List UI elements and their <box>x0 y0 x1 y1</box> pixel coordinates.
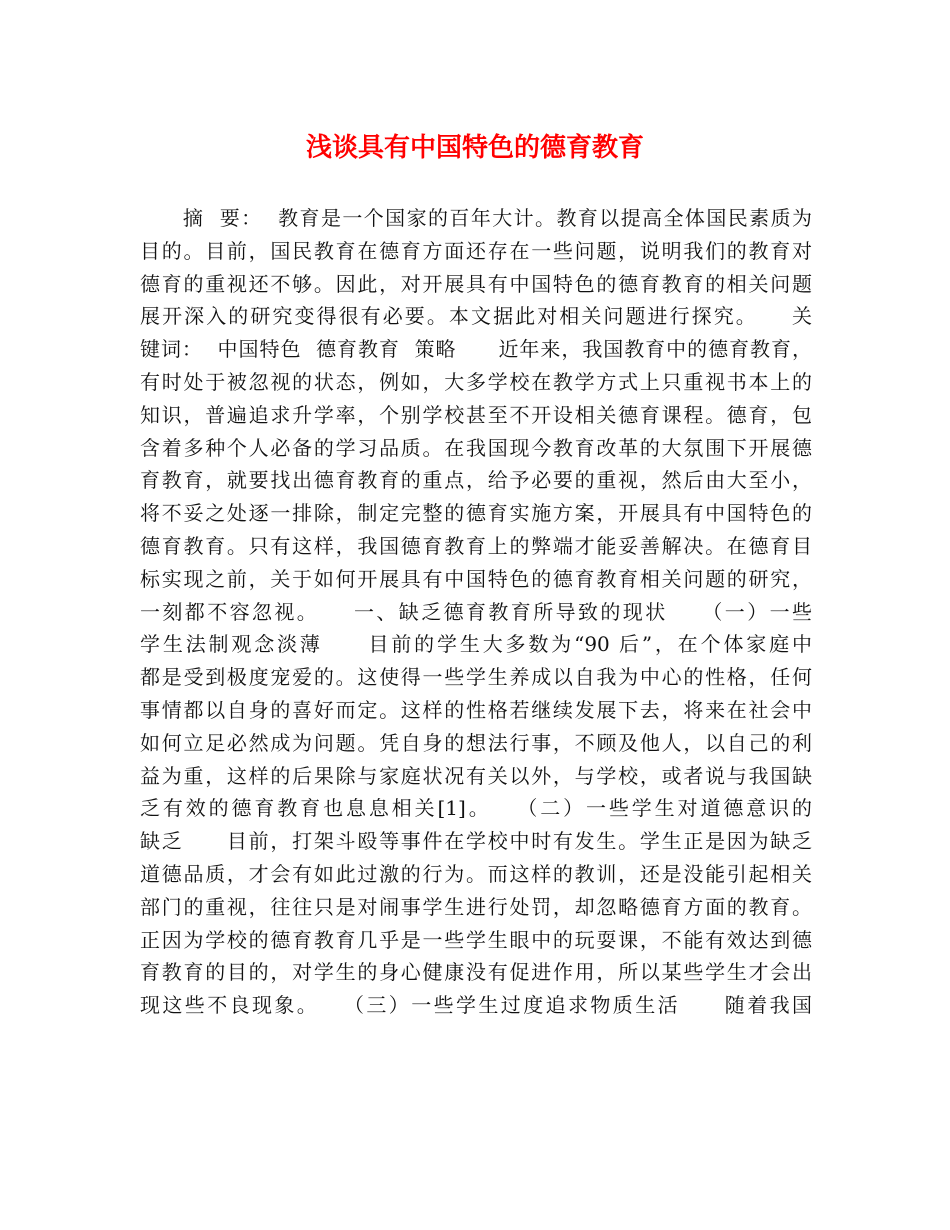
body-line: 道德品质，才会有如此过激的行为。而这样的教训，还是没能引起相关 <box>140 861 812 886</box>
body-line: 现这些不良现象。 （三）一些学生过度追求物质生活 随着我国 <box>140 993 812 1018</box>
body-line: 如何立足必然成为问题。凭自身的想法行事，不顾及他人，以自己的利 <box>140 730 812 755</box>
body-line: 摘 要： 教育是一个国家的百年大计。教育以提高全体国民素质为 <box>140 206 812 230</box>
body-line: 有时处于被忽视的状态，例如，大多学校在教学方式上只重视书本上的 <box>140 369 812 394</box>
body-line: 部门的重视，往往只是对闹事学生进行处罚，却忽略德育方面的教育。 <box>140 894 812 919</box>
body-line: 展开深入的研究变得很有必要。本文据此对相关问题进行探究。 关 <box>140 304 812 329</box>
body-line: 德育的重视还不够。因此，对开展具有中国特色的德育教育的相关问题 <box>140 271 812 296</box>
body-line: 知识，普遍追求升学率，个别学校甚至不开设相关德育课程。德育，包 <box>140 402 812 427</box>
body-line: 正因为学校的德育教育几乎是一些学生眼中的玩耍课，不能有效达到德 <box>140 927 812 952</box>
body-line: 一刻都不容忽视。 一、缺乏德育教育所导致的现状 （一）一些 <box>140 599 812 624</box>
body-line: 乏有效的德育教育也息息相关[1]。 （二）一些学生对道德意识的 <box>140 796 812 821</box>
body-line: 含着多种个人必备的学习品质。在我国现今教育改革的大氛围下开展德 <box>140 435 812 460</box>
body-line: 育教育的目的，对学生的身心健康没有促进作用，所以某些学生才会出 <box>140 960 812 985</box>
body-line: 学生法制观念淡薄 目前的学生大多数为“90 后”，在个体家庭中 <box>140 632 812 657</box>
body-line: 标实现之前，关于如何开展具有中国特色的德育教育相关问题的研究， <box>140 566 812 591</box>
body-line: 德育教育。只有这样，我国德育教育上的弊端才能妥善解决。在德育目 <box>140 533 812 558</box>
body-line: 目的。目前，国民教育在德育方面还存在一些问题，说明我们的教育对 <box>140 238 812 263</box>
body-line: 事情都以自身的喜好而定。这样的性格若继续发展下去，将来在社会中 <box>140 697 812 722</box>
body-line: 益为重，这样的后果除与家庭状况有关以外，与学校，或者说与我国缺 <box>140 763 812 788</box>
body-line: 将不妥之处逐一排除，制定完整的德育实施方案，开展具有中国特色的 <box>140 501 812 526</box>
document-body <box>140 202 812 1022</box>
body-line: 键词： 中国特色 德育教育 策略 近年来，我国教育中的德育教育， <box>140 337 812 362</box>
body-line: 都是受到极度宠爱的。这使得一些学生养成以自我为中心的性格，任何 <box>140 665 812 690</box>
body-line: 育教育，就要找出德育教育的重点，给予必要的重视，然后由大至小， <box>140 468 812 493</box>
document-title: 浅谈具有中国特色的德育教育 <box>305 133 644 163</box>
body-line: 缺乏 目前，打架斗殴等事件在学校中时有发生。学生正是因为缺乏 <box>140 829 812 854</box>
